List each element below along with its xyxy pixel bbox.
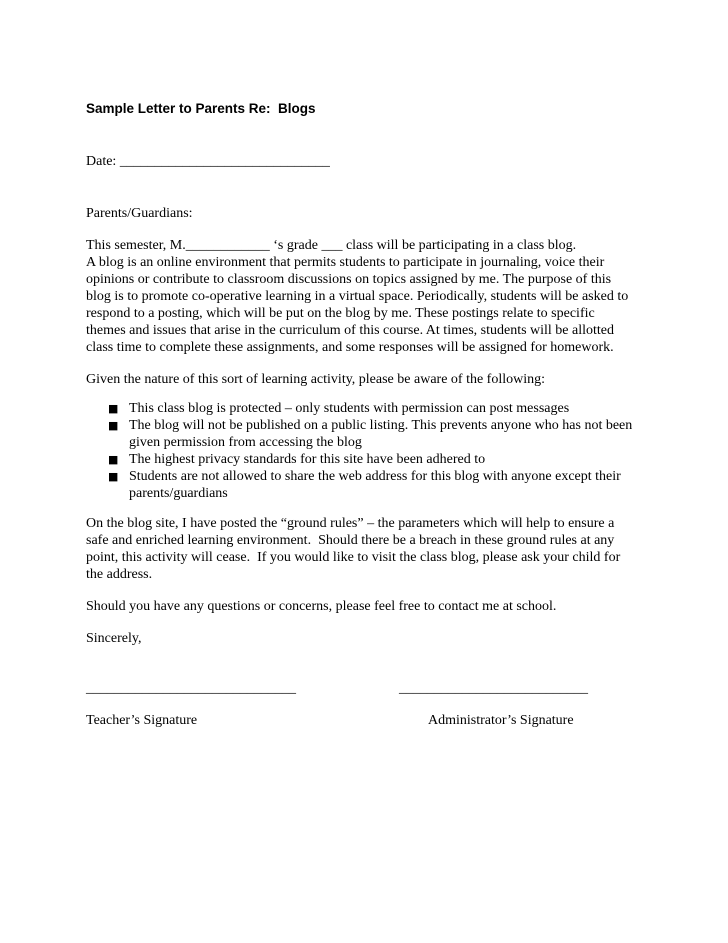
bullet-text: The blog will not be published on a public listing. This prevents anyone who has not been given permission from accessing the blog bbox=[129, 418, 633, 450]
list-item bbox=[86, 468, 646, 502]
bullet-text: The highest privacy standards for this site have been adhered to bbox=[129, 452, 486, 467]
paragraph1-line: A blog is an online environment that permits students to participate in journaling, voice their bbox=[86, 255, 605, 270]
paragraph1-line: themes and issues that arise in the curriculum of this course. At times, students will be allotted bbox=[86, 323, 615, 338]
square-bullet-icon: ■ bbox=[108, 402, 119, 415]
teacher-signature-line: ______________________________ bbox=[86, 681, 296, 696]
paragraph1-line: opinions or contribute to classroom discussions on topics assigned by me. The purpose of this bbox=[86, 272, 612, 287]
paragraph1-line: respond to a posting, which will be put on the blog by me. These postings relate to specific bbox=[86, 306, 595, 321]
list-item bbox=[86, 400, 646, 417]
paragraph1-line: class time to complete these assignments, and some responses will be assigned for homework. bbox=[86, 340, 614, 355]
paragraph1-line: blog is to promote co-operative learning in a virtual space. Periodically, students will be asked to bbox=[86, 289, 629, 304]
closing: Sincerely, bbox=[86, 631, 142, 646]
paragraph2-line: On the blog site, I have posted the “ground rules” – the parameters which will help to ensure a bbox=[86, 516, 615, 531]
paragraph2-line: point, this activity will cease. If you would like to visit the class blog, please ask your child for bbox=[86, 550, 621, 565]
paragraph2-line: the address. bbox=[86, 567, 153, 582]
teacher-signature-label: Teacher’s Signature bbox=[86, 713, 198, 728]
square-bullet-icon: ■ bbox=[108, 453, 119, 466]
bullet-list bbox=[86, 400, 646, 502]
square-bullet-icon: ■ bbox=[108, 470, 119, 483]
paragraph1-line: This semester, M.____________ ‘s grade ___ class will be participating in a class blog. bbox=[86, 238, 577, 253]
paragraph3: Should you have any questions or concerns, please feel free to contact me at school. bbox=[86, 599, 557, 614]
bullet-text: Students are not allowed to share the web address for this blog with anyone except their parents/guardians bbox=[129, 469, 621, 501]
square-bullet-icon: ■ bbox=[108, 419, 119, 432]
paragraph2-line: safe and enriched learning environment. Should there be a breach in these ground rules at any bbox=[86, 533, 615, 548]
bullet-text: This class blog is protected – only students with permission can post messages bbox=[129, 401, 570, 416]
bullet-intro: Given the nature of this sort of learning activity, please be aware of the following: bbox=[86, 372, 545, 387]
letter-title: Sample Letter to Parents Re: Blogs bbox=[86, 101, 316, 116]
administrator-signature-label: Administrator’s Signature bbox=[428, 713, 574, 728]
list-item bbox=[86, 417, 646, 451]
date-line: Date: ______________________________ bbox=[86, 154, 330, 169]
list-item bbox=[86, 451, 646, 468]
administrator-signature-line: ___________________________ bbox=[399, 681, 588, 696]
salutation: Parents/Guardians: bbox=[86, 206, 193, 221]
